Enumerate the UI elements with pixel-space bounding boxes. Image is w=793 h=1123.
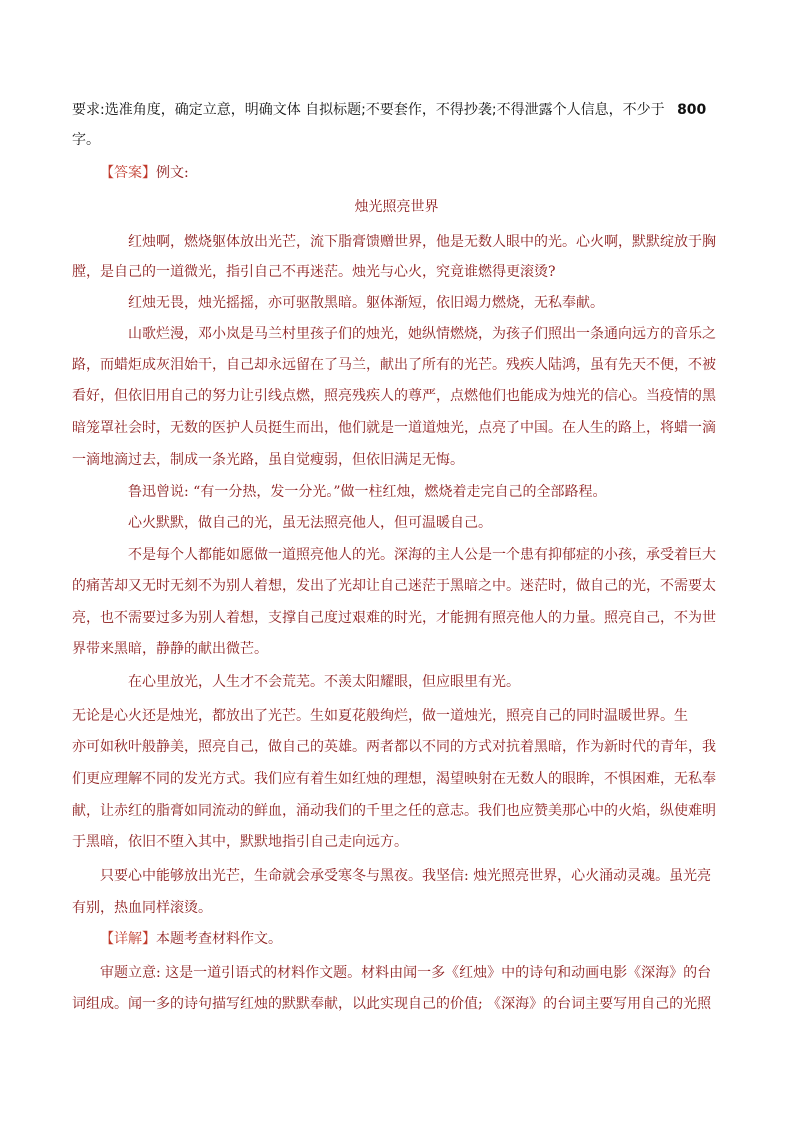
essay-line: 界带来黑暗，静静的献出微芒。 [72, 641, 268, 657]
essay-line: 膛，是自己的一道微光，指引自己不再迷茫。烛光与心火，究竟谁燃得更滚烫? [72, 264, 556, 280]
answer-bracket-label: 【答案】 [100, 165, 156, 181]
essay-line: 只要心中能够放出光芒，生命就会承受寒冬与黑夜。我坚信: 烛光照亮世界，心火涌动灵魂。虽光亮 [100, 868, 712, 884]
answer-label [100, 163, 722, 183]
answer-suffix: 例文: [156, 165, 189, 181]
essay-line: 心火默默，做自己的光，虽无法照亮他人，但可温暖自己。 [128, 515, 492, 531]
essay-line: 有别，热血同样滚烫。 [72, 900, 212, 916]
essay-line: 们更应理解不同的发光方式。我们应有着生如红烛的理想，渴望映射在无数人的眼眸，不惧困难，无私奉 [72, 771, 716, 787]
essay-line: 红烛啊，燃烧躯体放出光芒，流下脂膏馈赠世界，他是无数人眼中的光。心火啊，默默绽放于胸 [128, 234, 716, 250]
analysis-label [100, 929, 722, 949]
analysis-suffix: 本题考查材料作文。 [156, 931, 282, 947]
essay-line: 红烛无畏，烛光摇摇，亦可驱散黑暗。躯体渐短，依旧竭力燃烧，无私奉献。 [128, 295, 604, 311]
essay-title: 烛光照亮世界 [354, 199, 439, 215]
essay-line: 在心里放光，人生才不会荒芜。不羡太阳耀眼，但应眼里有光。 [128, 674, 520, 690]
essay-line: 于黑暗，依旧不堕入其中，默默地指引自己走向远方。 [72, 834, 408, 850]
essay-line: 献，让赤红的脂膏如同流动的鲜血，涌动我们的千里之任的意志。我们也应赞美那心中的火焰，纵使难明 [72, 803, 716, 819]
essay-line: 看好，但依旧用自己的努力让引线点燃，照亮残疾人的尊严，点燃他们也能成为烛光的信心。当疫情的黑 [72, 388, 716, 404]
requirement-line-1 [72, 100, 722, 120]
essay-line: 不是每个人都能如愿做一道照亮他人的光。深海的主人公是一个患有抑郁症的小孩，承受着巨大 [128, 547, 716, 563]
analysis-bracket-label: 【详解】 [100, 931, 156, 947]
requirement-line-2: 字。 [72, 132, 100, 148]
essay-line: 的痛苦却又无时无刻不为别人着想，发出了光却让自己迷茫于黑暗之中。迷茫时，做自己的光，不需要太 [72, 578, 716, 594]
essay-line: 鲁迅曾说: “有一分热，发一分光。”做一柱红烛，燃烧着走完自己的全部路程。 [128, 484, 607, 500]
essay-line: 亦可如秋叶般静美，照亮自己，做自己的英雄。两者都以不同的方式对抗着黑暗，作为新时代的青年，我 [72, 739, 716, 755]
analysis-line: 审题立意: 这是一道引语式的材料作文题。材料由闻一多《红烛》中的诗句和动画电影《深海》的台 [100, 965, 712, 981]
word-count: 800 [677, 102, 707, 118]
requirement-text: 要求:选准角度，确定立意，明确文体 自拟标题;不要套作，不得抄袭;不得泄露个人信息，不少于 [72, 102, 665, 118]
essay-line: 一滴地滴过去，制成一条光路，虽自觉瘦弱，但依旧满足无悔。 [72, 452, 464, 468]
essay-line: 路，而蜡炬成灰泪始干，自己却永远留在了马兰，献出了所有的光芒。残疾人陆鸿，虽有先天不便，不被 [72, 357, 716, 373]
essay-line: 暗笼罩社会时，无数的医护人员挺生而出，他们就是一道道烛光，点亮了中国。在人生的路上，将蜡一滴 [72, 420, 716, 436]
essay-line: 无论是心火还是烛光，都放出了光芒。生如夏花般绚烂，做一道烛光，照亮自己的同时温暖世界。生 [72, 708, 688, 724]
essay-line: 亮，也不需要过多为别人着想，支撑自己度过艰难的时光，才能拥有照亮他人的力量。照亮自己，不为世 [72, 610, 716, 626]
analysis-line: 词组成。闻一多的诗句描写红烛的默默奉献，以此实现自己的价值; 《深海》的台词主要写用自己的光照 [72, 996, 712, 1012]
essay-line: 山歌烂漫，邓小岚是马兰村里孩子们的烛光，她纵情燃烧，为孩子们照出一条通向远方的音乐之 [128, 326, 716, 342]
